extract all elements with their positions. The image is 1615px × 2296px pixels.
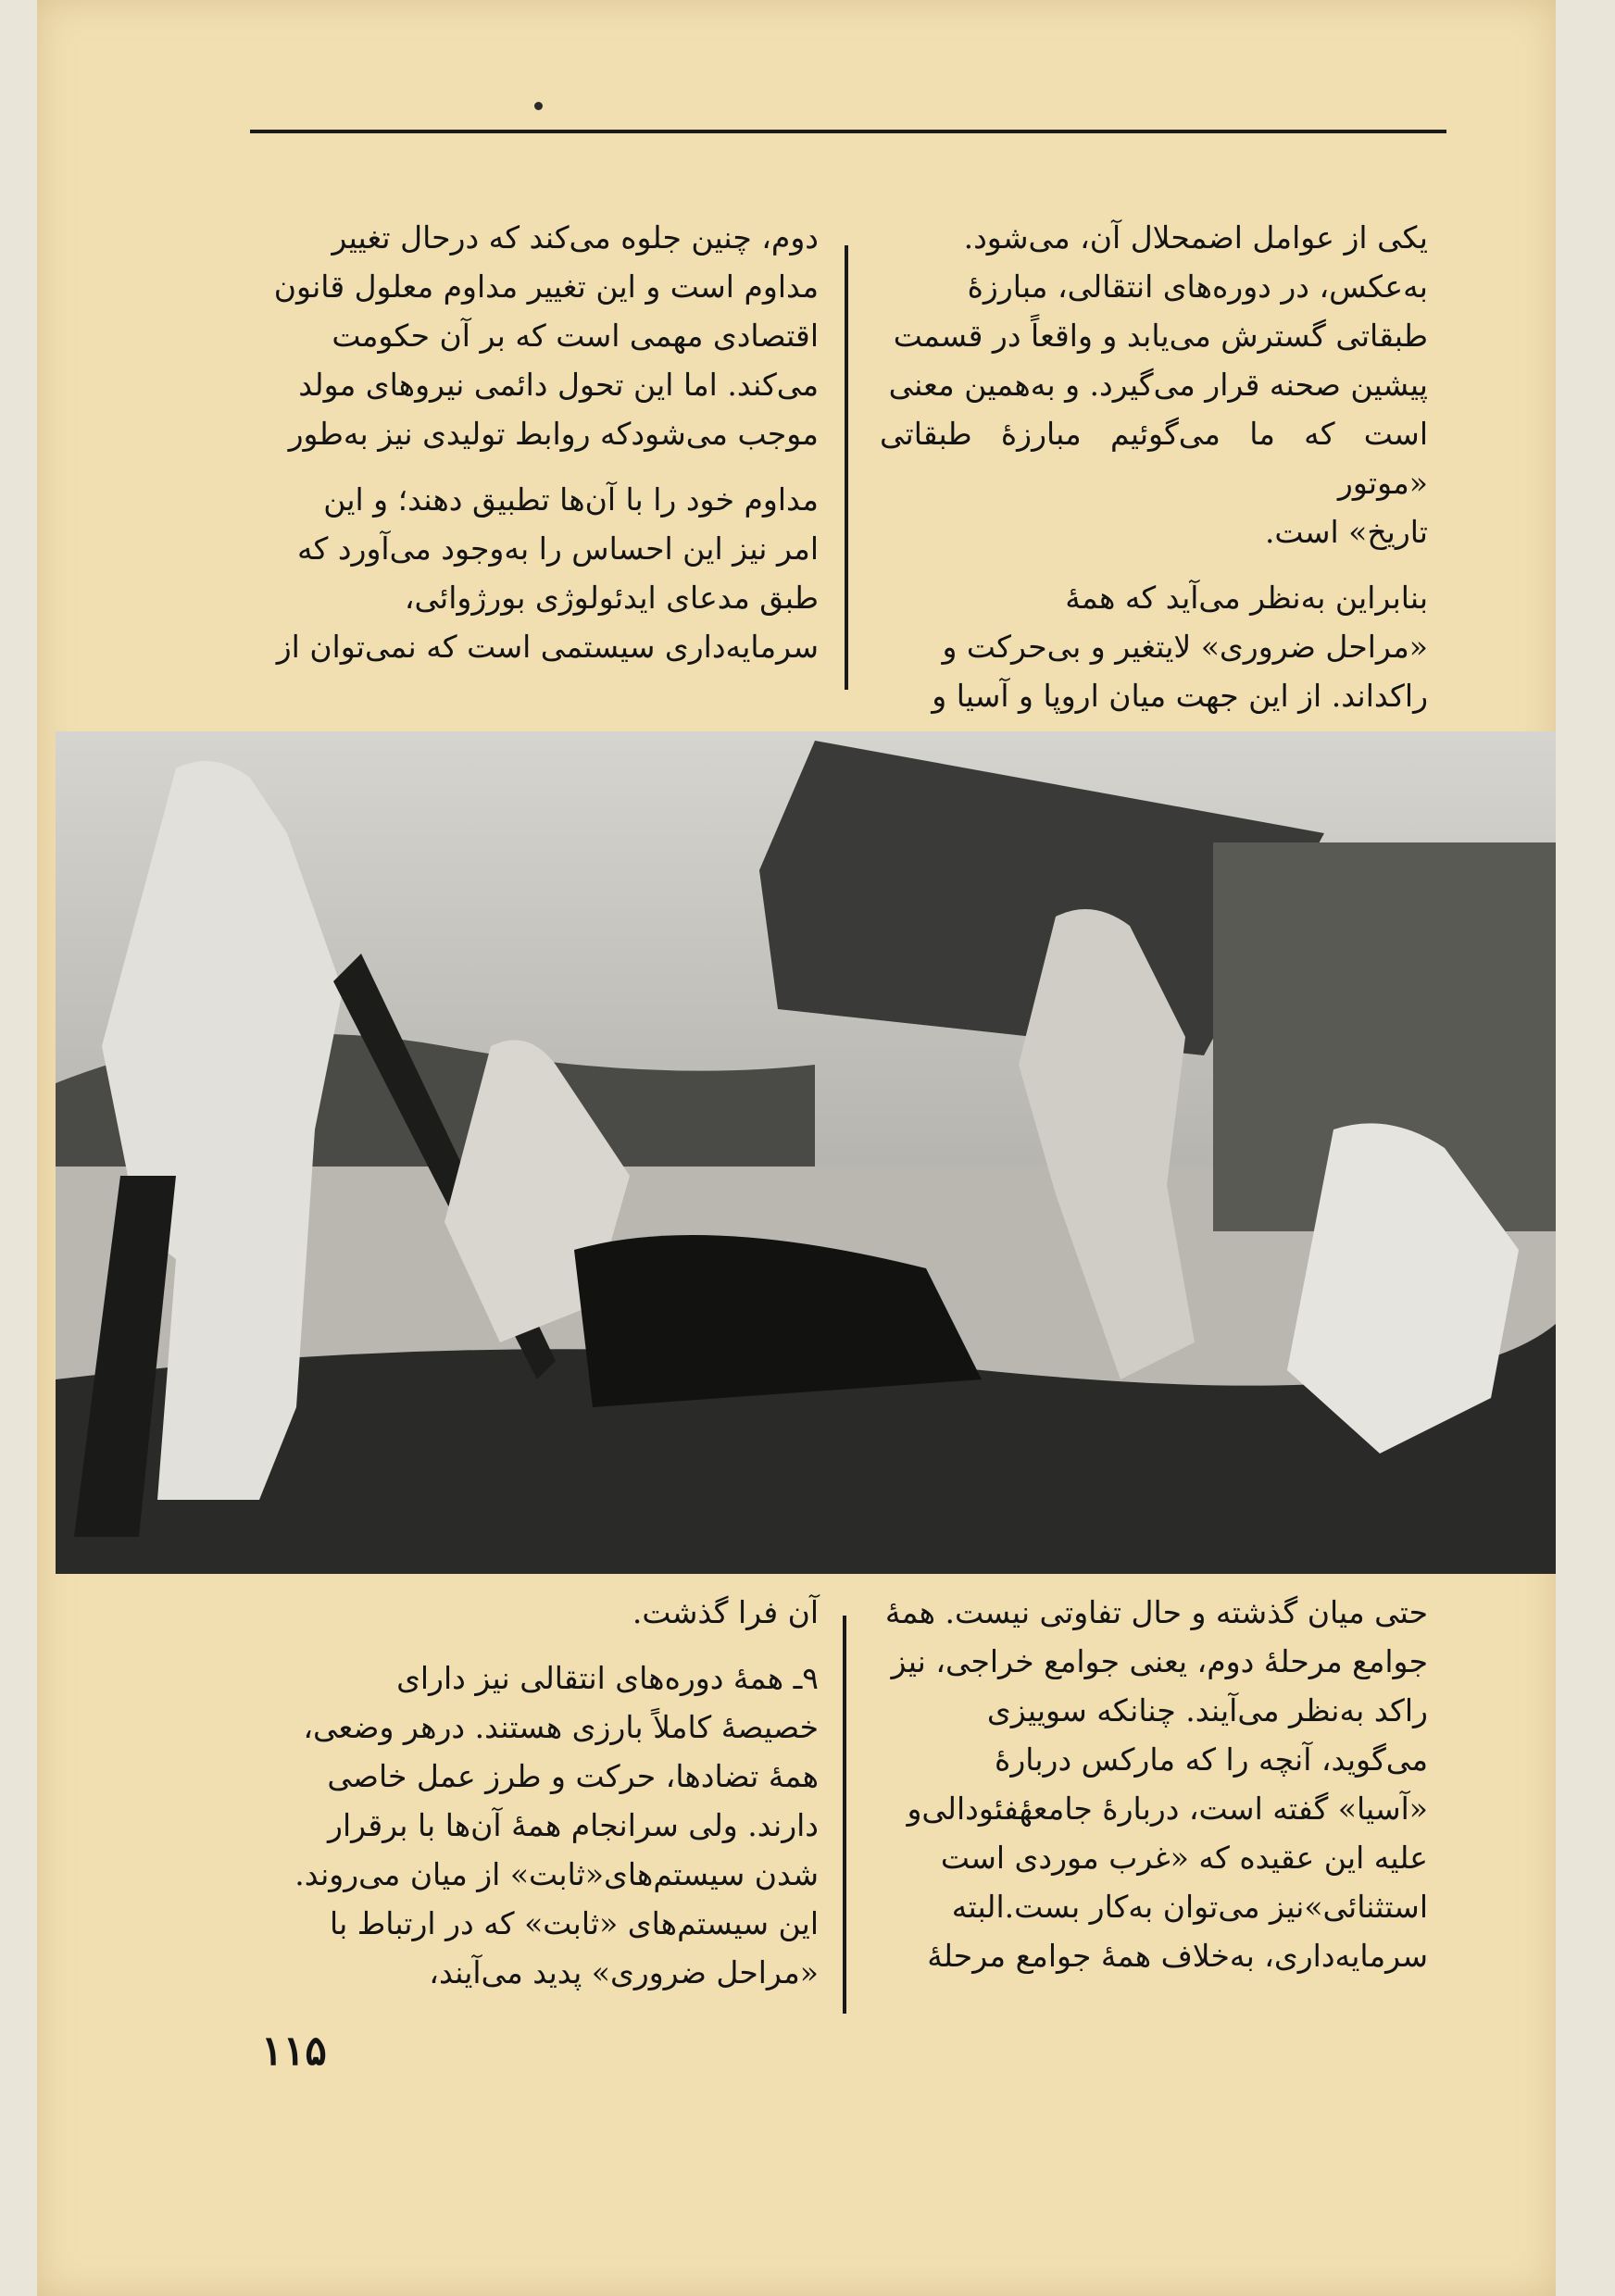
page bbox=[37, 0, 1556, 2296]
text-line: راکد به‌نظر می‌آیند. چنانکه سوییزی bbox=[986, 1692, 1428, 1728]
text-line: خصیصهٔ کاملاً بارزی هستند. درهر وضعی، bbox=[303, 1709, 819, 1745]
text-line: «مراحل ضروری» پدید می‌آیند، bbox=[429, 1954, 819, 1990]
text-line: سرمایه‌داری سیستمی است که نمی‌توان از bbox=[276, 629, 819, 665]
text-line: سرمایه‌داری، به‌خلاف همهٔ جوامع مرحلهٔ bbox=[927, 1938, 1428, 1974]
text-line: امر نیز این احساس را به‌وجود می‌آورد که bbox=[296, 530, 819, 567]
page-number: ۱۱۵ bbox=[261, 2028, 327, 2075]
text-line: تاریخ» است. bbox=[1264, 514, 1428, 550]
text-line: جوامع مرحلهٔ دوم، یعنی جوامع خراجی، نیز bbox=[891, 1643, 1428, 1679]
text-line: آن فرا گذشت. bbox=[632, 1594, 819, 1630]
text-line: بنابراین به‌نظر می‌آید که همهٔ bbox=[1065, 580, 1428, 616]
text-line: موجب می‌شودکه روابط تولیدی نیز به‌طور bbox=[288, 416, 819, 452]
text-line: همهٔ تضادها، حرکت و طرز عمل خاصی bbox=[327, 1758, 819, 1794]
text-line: علیه این عقیده که «غرب موردی است bbox=[940, 1840, 1428, 1876]
text-line: راکداند. از این جهت میان اروپا و آسیا و bbox=[932, 678, 1428, 714]
text-line: دارند. ولی سرانجام همهٔ آن‌ها با برقرار bbox=[328, 1807, 819, 1843]
paragraph bbox=[880, 573, 1428, 720]
column-top-left bbox=[269, 213, 819, 671]
text-line: «آسیا» گفته است، دربارهٔ جامعهٔفئودالی‌و bbox=[907, 1791, 1428, 1827]
text-line: ۹ـ همهٔ دوره‌های انتقالی نیز دارای bbox=[396, 1660, 819, 1696]
text-line: می‌کند. اما این تحول دائمی نیروهای مولد bbox=[298, 367, 819, 403]
column-top-right bbox=[880, 213, 1428, 720]
decorative-dot bbox=[534, 102, 543, 110]
text-line: «مراحل ضروری» لایتغیر و بی‌حرکت و bbox=[942, 629, 1428, 665]
text-line: مداوم است و این تغییر مداوم معلول قانون bbox=[273, 268, 819, 305]
text-line: است که ما می‌گوئیم مبارزهٔ طبقاتی «موتور bbox=[880, 416, 1428, 501]
text-line: استثنائی»نیز می‌توان به‌کار بست.البته bbox=[951, 1889, 1428, 1925]
column-divider-top bbox=[845, 245, 848, 690]
paragraph bbox=[269, 1653, 819, 1997]
column-bottom-right bbox=[880, 1588, 1428, 1980]
text-line: طبق مدعای ایدئولوژی بورژوائی، bbox=[404, 580, 819, 616]
text-line: دوم، چنین جلوه می‌کند که درحال تغییر bbox=[332, 219, 819, 256]
text-line: طبقاتی گسترش می‌یابد و واقعاً در قسمت bbox=[893, 318, 1428, 354]
text-line: اقتصادی مهمی است که بر آن حکومت bbox=[332, 318, 819, 354]
text-line: پیشین صحنه قرار می‌گیرد. و به‌همین معنی bbox=[888, 367, 1428, 403]
text-line: می‌گوید، آنچه را که مارکس دربارهٔ bbox=[995, 1741, 1428, 1778]
paragraph bbox=[269, 475, 819, 671]
article-photo bbox=[56, 731, 1556, 1574]
text-line: شدن سیستم‌های«ثابت» از میان می‌روند. bbox=[294, 1856, 819, 1892]
paragraph bbox=[880, 213, 1428, 556]
paragraph bbox=[269, 1588, 819, 1637]
paragraph bbox=[269, 213, 819, 458]
paragraph bbox=[880, 1588, 1428, 1980]
text-line: مداوم خود را با آن‌ها تطبیق دهند؛ و این bbox=[323, 481, 819, 518]
header-rule bbox=[250, 130, 1446, 133]
column-bottom-left bbox=[269, 1588, 819, 1997]
text-line: حتی میان گذشته و حال تفاوتی نیست. همهٔ bbox=[884, 1594, 1428, 1630]
text-line: به‌عکس، در دوره‌های انتقالی، مبارزهٔ bbox=[967, 268, 1428, 305]
text-line: یکی از عوامل اضمحلال آن، می‌شود. bbox=[963, 219, 1428, 256]
text-line: این سیستم‌های «ثابت» که در ارتباط با bbox=[330, 1905, 819, 1941]
column-divider-bottom bbox=[843, 1616, 846, 2014]
